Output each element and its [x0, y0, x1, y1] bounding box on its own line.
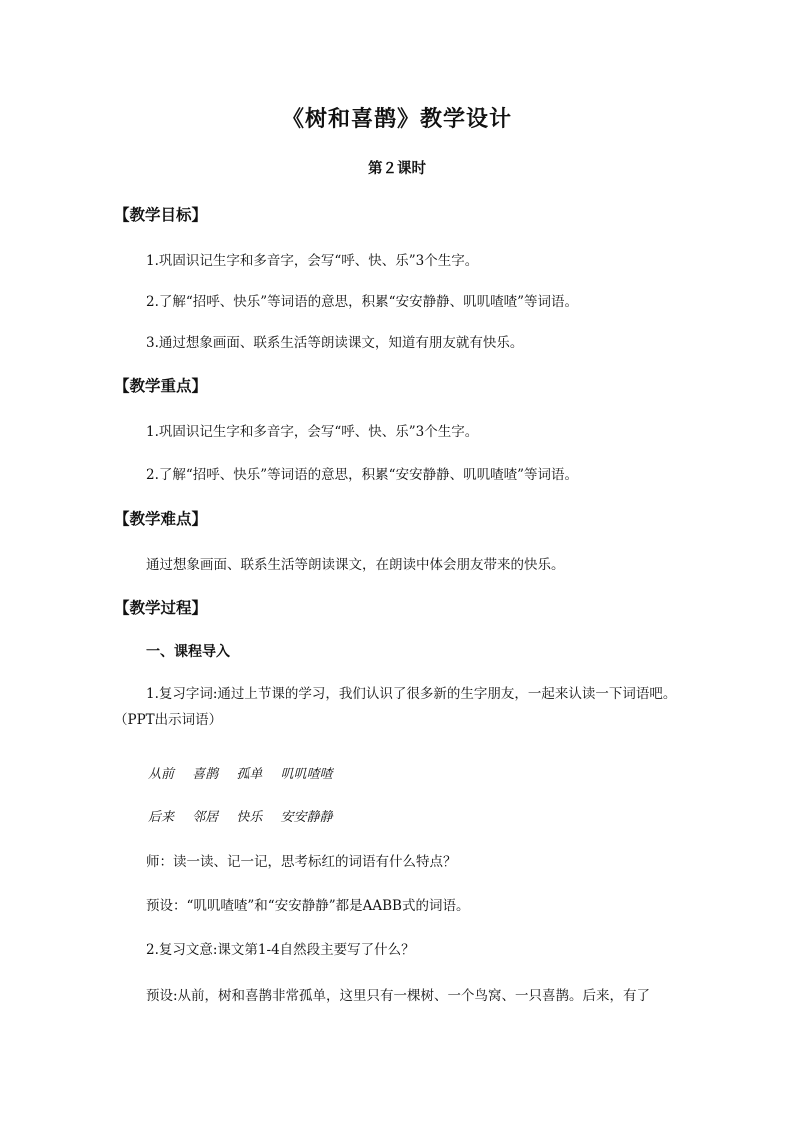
word-row-2	[148, 806, 346, 825]
difficulties-text: 通过想象画面、联系生活等朗读课文，在朗读中体会朋友带来的快乐。	[146, 557, 565, 573]
difficulties-heading: 【教学难点】	[114, 509, 208, 528]
process-heading: 【教学过程】	[114, 598, 208, 617]
review-text-question: 2.复习文意:课文第1-4自然段主要写了什么？	[146, 942, 415, 958]
goal-item-2: 2.了解“招呼、快乐”等词语的意思，积累“安安静静、叽叽喳喳”等词语。	[146, 294, 578, 310]
word: 孤单	[236, 767, 263, 782]
key-points-heading: 【教学重点】	[114, 376, 208, 395]
goal-item-1: 1.巩固识记生字和多音字，会写“呼、快、乐”3个生字。	[146, 253, 479, 269]
word: 叽叽喳喳	[280, 767, 333, 782]
word: 后来	[148, 810, 175, 825]
document-title: 《树和喜鹊》教学设计	[281, 106, 512, 132]
teacher-question: 师：读一读、记一记，思考标红的词语有什么特点？	[146, 854, 457, 870]
preset-answer-1: 预设：“叽叽喳喳”和“安安静静”都是AABB式的词语。	[146, 898, 470, 914]
part1-heading: 一、课程导入	[146, 644, 230, 660]
word: 邻居	[192, 810, 219, 825]
review-words-paragraph: 1.复习字词:通过上节课的学习，我们认识了很多新的生字朋友，一起来认读一下词语吧。（PPT出示词语）	[114, 686, 677, 728]
goals-heading: 【教学目标】	[114, 205, 208, 224]
key-point-item-1: 1.巩固识记生字和多音字，会写“呼、快、乐”3个生字。	[146, 424, 479, 440]
word: 安安静静	[280, 810, 333, 825]
preset-answer-2: 预设:从前，树和喜鹊非常孤单，这里只有一棵树、一个鸟窝、一只喜鹊。后来，有了	[146, 988, 651, 1004]
word: 喜鹊	[192, 767, 219, 782]
word-row-1	[148, 763, 346, 782]
goal-item-3: 3.通过想象画面、联系生活等朗读课文，知道有朋友就有快乐。	[146, 335, 524, 351]
key-point-item-2: 2.了解“招呼、快乐”等词语的意思，积累“安安静静、叽叽喳喳”等词语。	[146, 467, 578, 483]
word: 快乐	[236, 810, 263, 825]
lesson-period: 第２课时	[368, 160, 426, 177]
word: 从前	[148, 767, 175, 782]
